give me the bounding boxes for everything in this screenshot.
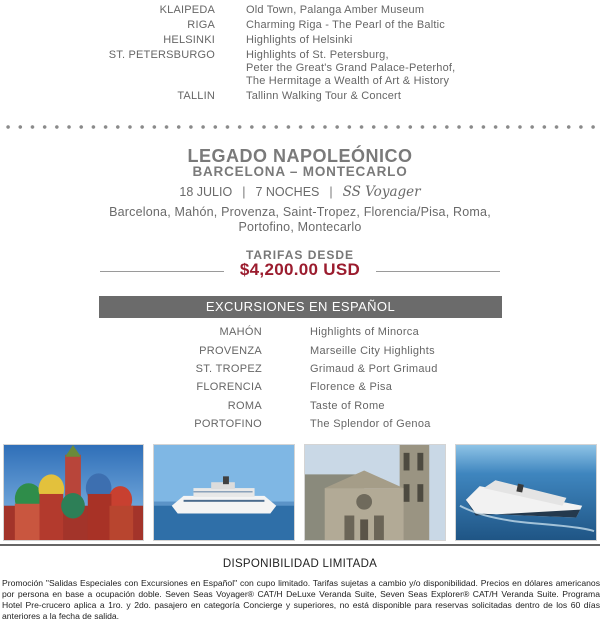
photo-strip [0, 444, 600, 541]
itinerary-tour: Highlights of St. Petersburg, [246, 49, 389, 61]
itinerary-city: TALLIN [177, 90, 215, 102]
excursion-city: ROMA [227, 400, 262, 412]
excursion-tour: Highlights of Minorca [310, 326, 420, 338]
cruise-title: LEGADO NAPOLEÓNICO [187, 146, 413, 166]
cruise-date: 18 JULIO [179, 185, 233, 199]
excursion-tour: Florence & Pisa [310, 381, 393, 393]
itinerary-city: HELSINKI [163, 34, 215, 46]
availability-section [0, 544, 600, 636]
itinerary-tour: Old Town, Palanga Amber Museum [246, 4, 425, 16]
excursion-tour: Taste of Rome [310, 400, 385, 412]
florence-cathedral-photo [304, 444, 446, 541]
cruise-route: BARCELONA – MONTECARLO [192, 164, 408, 179]
cruise-ship-at-sea-photo [153, 444, 295, 541]
excursion-city: FLORENCIA [196, 381, 262, 393]
excursion-tour: Grimaud & Port Grimaud [310, 363, 438, 375]
itinerary-city: KLAIPEDA [159, 4, 215, 16]
price: $4,200.00 USD [239, 260, 361, 279]
itinerary-city: ST. PETERSBURGO [108, 49, 215, 61]
itinerary-tour: Highlights of Helsinki [246, 34, 353, 46]
excursions-banner: EXCURSIONES EN ESPAÑOL [99, 296, 502, 318]
itinerary-tour: Charming Riga - The Pearl of the Baltic [246, 19, 445, 31]
excursion-city: ST. TROPEZ [195, 363, 262, 375]
itinerary-city: RIGA [187, 19, 215, 31]
st-basils-cathedral-photo [3, 444, 144, 541]
itinerary-tour: Tallinn Walking Tour & Concert [246, 90, 402, 102]
cruise-ports: Barcelona, Mahón, Provenza, Saint-Tropez, Florencia/Pisa, Roma, Portofino, Montecarlo [109, 205, 491, 234]
rates-label: TARIFAS DESDE [245, 248, 355, 262]
availability-title: DISPONIBILIDAD LIMITADA [222, 558, 378, 570]
separator: | [242, 185, 246, 199]
cruise-nights: 7 NOCHES [255, 185, 320, 199]
excursion-tour: The Splendor of Genoa [310, 418, 431, 430]
itinerary-tour: The Hermitage a Wealth of Art & History [246, 75, 450, 87]
ship-name: SS Voyager [342, 184, 421, 200]
dotted-divider [0, 124, 600, 130]
cruise-meta [0, 184, 600, 200]
excursion-tour: Marseille City Highlights [310, 345, 435, 357]
separator: | [329, 185, 333, 199]
excursion-city: PORTOFINO [194, 418, 262, 430]
cruise-ship-aerial-photo [455, 444, 597, 541]
excursion-city: PROVENZA [199, 345, 262, 357]
availability-disclaimer: Promoción "Salidas Especiales con Excursiones en Español" con cupo limitado. Tarifas sujetas a cambio y/o disponibilidad. Precios en dólares americanos por persona en base a ocupación doble. Seven Seas Voyager® CAT/H DeLuxe Veranda Suite, Seven Seas Explorer® CAT/H Veranda Suite. Programa Hotel Pre-crucero aplica a 1ro. y 2do. pasajero en categoría Concierge y superiores, no está disponible para reservas solicitadas dentro de los 60 días anteriores a la fecha de salida. [2, 578, 600, 621]
excursion-city: MAHÓN [219, 326, 262, 338]
itinerary-tour: Peter the Great's Grand Palace-Peterhof, [246, 62, 456, 74]
